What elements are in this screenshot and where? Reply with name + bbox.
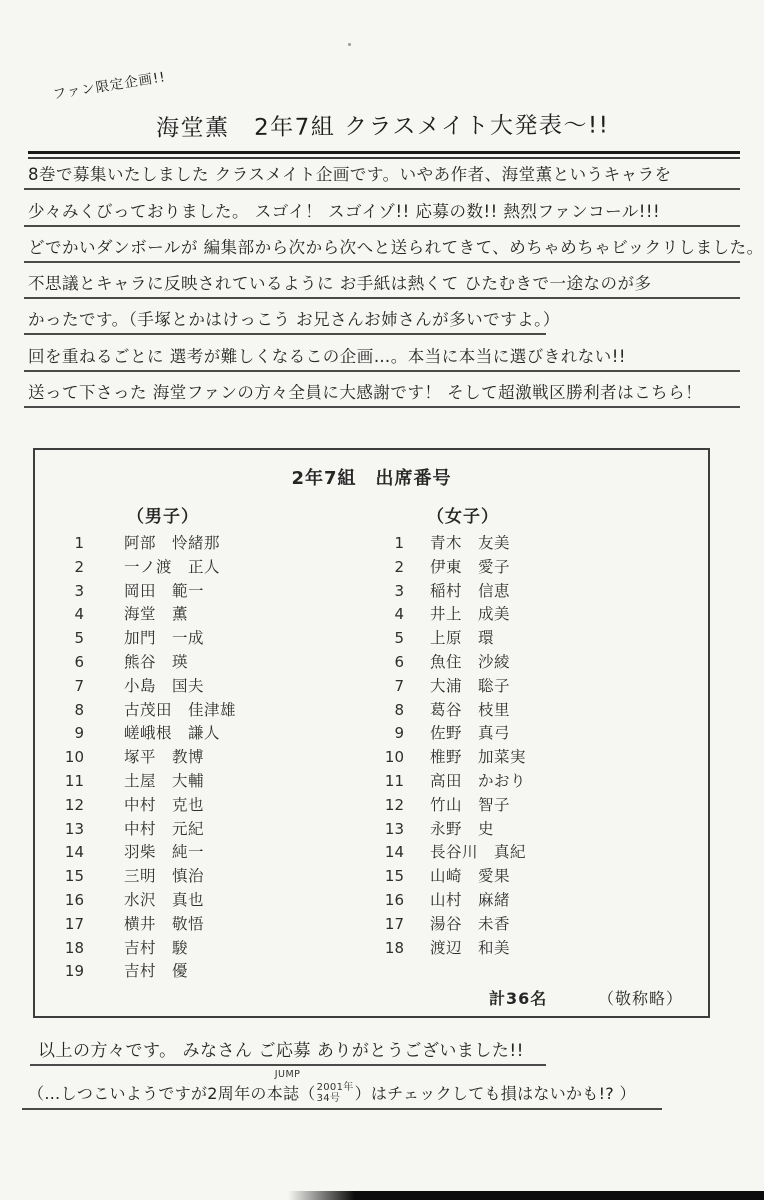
attendance-number: 8 — [74, 700, 84, 719]
roster-row — [378, 698, 526, 722]
roster-row — [378, 840, 526, 864]
student-name: 熊谷 瑛 — [124, 652, 189, 671]
roster-row — [378, 674, 526, 698]
student-name: 海堂 薫 — [124, 605, 189, 624]
student-name: 葛谷 枝里 — [430, 700, 511, 719]
scan-edge-bar — [288, 1191, 764, 1200]
roster-row — [58, 936, 236, 960]
attendance-number: 1 — [74, 534, 84, 552]
student-name: 嵯峨根 謙人 — [124, 724, 221, 743]
scan-dot — [348, 43, 351, 46]
roster-row — [58, 626, 236, 650]
attendance-number: 15 — [384, 867, 404, 886]
attendance-number: 19 — [64, 962, 84, 981]
issue-stack — [317, 1083, 354, 1104]
ps-prefix: （…しつこいようですが2周年の — [28, 1084, 267, 1103]
attendance-number: 17 — [64, 914, 84, 933]
attendance-number: 11 — [384, 771, 404, 790]
student-name: 永野 史 — [430, 819, 495, 838]
issue-year: 2001年 — [316, 1082, 354, 1093]
student-name: 一ノ渡 正人 — [124, 557, 221, 576]
roster-row — [58, 817, 236, 841]
roster-row — [58, 531, 236, 555]
roster-row — [378, 650, 526, 674]
attendance-number: 9 — [74, 724, 84, 743]
roster-row — [58, 864, 236, 888]
roster-box — [33, 448, 710, 1018]
roster-row — [378, 626, 526, 650]
student-name: 長谷川 真紀 — [430, 843, 527, 862]
roster-row — [378, 531, 526, 555]
student-name: 中村 元紀 — [124, 819, 205, 838]
roster-row — [58, 555, 236, 579]
attendance-number: 11 — [64, 771, 84, 790]
roster-row — [378, 888, 526, 912]
student-name: 横井 敬悟 — [124, 914, 205, 933]
roster-row — [58, 769, 236, 793]
roster-row — [58, 959, 236, 983]
student-name: 魚住 沙綾 — [430, 652, 511, 671]
attendance-number: 4 — [394, 605, 404, 624]
attendance-number: 13 — [64, 819, 84, 838]
attendance-number: 10 — [64, 748, 84, 767]
attendance-number: 18 — [64, 938, 84, 957]
roster-row — [58, 579, 236, 603]
attendance-number: 9 — [394, 724, 404, 743]
honorific-note: （敬称略） — [598, 989, 684, 1008]
roster-row — [58, 674, 236, 698]
attendance-number: 14 — [384, 843, 404, 862]
student-name: 加門 一成 — [124, 629, 205, 648]
student-name: 井上 成美 — [430, 605, 511, 624]
student-name: 青木 友美 — [430, 534, 511, 552]
student-name: 竹山 智子 — [430, 795, 511, 814]
attendance-number: 7 — [394, 676, 404, 695]
roster-row — [378, 769, 526, 793]
page-title: 海堂薫 2年7組 クラスメイト大発表〜!! — [155, 112, 610, 142]
boys-list — [58, 531, 236, 983]
girls-list — [378, 531, 526, 959]
student-name: 椎野 加菜実 — [430, 748, 527, 767]
roster-row — [378, 579, 526, 603]
roster-row — [58, 602, 236, 626]
roster-title: 2年7組 出席番号 — [291, 468, 452, 489]
roster-row — [378, 555, 526, 579]
attendance-number: 14 — [64, 843, 84, 862]
attendance-number: 5 — [74, 629, 84, 648]
student-name: 渡辺 和美 — [430, 938, 511, 957]
intro-line-4: 不思議とキャラに反映されているように お手紙は熱くて ひたむきで一途なのが多 — [24, 263, 740, 299]
honshi-with-jump — [266, 1069, 301, 1104]
boys-column-header: （男子） — [127, 507, 199, 527]
intro-line-7: 送って下さった 海堂ファンの方々全員に大感謝です！ そして超激戦区勝利者はこちら！ — [24, 372, 740, 408]
roster-row — [378, 721, 526, 745]
attendance-number: 12 — [64, 795, 84, 814]
student-name: 吉村 駿 — [124, 938, 189, 957]
student-name: 山村 麻緒 — [430, 890, 511, 909]
attendance-number: 3 — [74, 581, 84, 600]
student-name: 湯谷 未香 — [430, 914, 511, 933]
roster-row — [378, 936, 526, 960]
student-name: 羽柴 純一 — [124, 843, 205, 862]
attendance-number: 13 — [384, 819, 404, 838]
jump-annotation: JUMP — [274, 1069, 301, 1080]
roster-row — [378, 817, 526, 841]
intro-line-6: 回を重ねるごとに 選考が難しくなるこの企画…。本当に本当に選びきれない!! — [24, 335, 740, 371]
student-name: 稲村 信恵 — [430, 581, 511, 600]
student-name: 水沢 真也 — [124, 890, 205, 909]
student-name: 中村 克也 — [124, 795, 205, 814]
roster-row — [58, 793, 236, 817]
roster-row — [378, 912, 526, 936]
roster-row — [58, 912, 236, 936]
student-name: 阿部 怜緒那 — [124, 534, 221, 552]
attendance-number: 3 — [394, 581, 404, 600]
intro-line-1: 8巻で募集いたしました クラスメイト企画です。いやあ作者、海堂薫というキャラを — [24, 154, 740, 190]
student-name: 土屋 大輔 — [124, 771, 205, 790]
intro-paragraph — [24, 154, 764, 408]
attendance-number: 15 — [64, 867, 84, 886]
roster-row — [58, 840, 236, 864]
attendance-number: 17 — [384, 914, 404, 933]
student-name: 伊東 愛子 — [430, 557, 511, 576]
ps-close-paren: ） — [354, 1084, 371, 1103]
outro-ps-line — [22, 1069, 662, 1110]
attendance-number: 6 — [74, 652, 84, 671]
roster-row — [58, 888, 236, 912]
roster-row — [58, 650, 236, 674]
attendance-number: 8 — [394, 700, 404, 719]
attendance-number: 2 — [394, 557, 404, 576]
ps-suffix: はチェックしても損はないかも!? ） — [370, 1084, 636, 1103]
attendance-number: 16 — [384, 890, 404, 909]
student-name: 高田 かおり — [430, 771, 527, 790]
attendance-number: 4 — [74, 605, 84, 624]
attendance-number: 6 — [394, 652, 404, 671]
attendance-number: 5 — [394, 629, 404, 648]
outro-thanks-line: 以上の方々です。 みなさん ご応募 ありがとうございました!! — [30, 1032, 546, 1066]
student-name: 古茂田 佳津雄 — [124, 700, 237, 719]
issue-number: 34号 — [316, 1092, 341, 1104]
student-name: 佐野 真弓 — [430, 724, 511, 743]
roster-row — [58, 698, 236, 722]
total-count: 計36名 — [489, 989, 548, 1008]
attendance-number: 12 — [384, 795, 404, 814]
roster-row — [378, 793, 526, 817]
attendance-number: 10 — [384, 748, 404, 767]
student-name: 吉村 優 — [124, 962, 189, 981]
attendance-number: 16 — [64, 890, 84, 909]
roster-row — [378, 602, 526, 626]
attendance-number: 18 — [384, 938, 404, 957]
student-name: 山崎 愛果 — [430, 867, 511, 886]
roster-row — [58, 721, 236, 745]
student-name: 三明 慎治 — [124, 867, 205, 886]
corner-note: ファン限定企画!! — [51, 69, 167, 103]
roster-row — [58, 745, 236, 769]
girls-column-header: （女子） — [427, 507, 499, 527]
attendance-number: 7 — [74, 676, 84, 695]
student-name: 小島 国夫 — [124, 676, 205, 695]
student-name: 岡田 範一 — [124, 581, 205, 600]
student-name: 上原 環 — [430, 629, 495, 648]
student-name: 塚平 教博 — [124, 748, 205, 767]
intro-line-5: かったです。（手塚とかはけっこう お兄さんお姉さんが多いですよ。） — [24, 299, 546, 335]
ps-open-paren: （ — [299, 1084, 316, 1103]
roster-row — [378, 864, 526, 888]
attendance-number: 2 — [74, 557, 84, 576]
student-name: 大浦 聡子 — [430, 676, 511, 695]
intro-line-2: 少々みくびっておりました。 スゴイ！ スゴイゾ!! 応募の数!! 熱烈ファンコール!!! — [24, 190, 740, 226]
roster-row — [378, 745, 526, 769]
ps-honshi: 本誌 — [266, 1084, 300, 1103]
attendance-number: 1 — [394, 534, 404, 552]
intro-line-3: どでかいダンボールが 編集部から次から次へと送られてきて、めちゃめちゃビックリしました。 — [24, 227, 740, 263]
